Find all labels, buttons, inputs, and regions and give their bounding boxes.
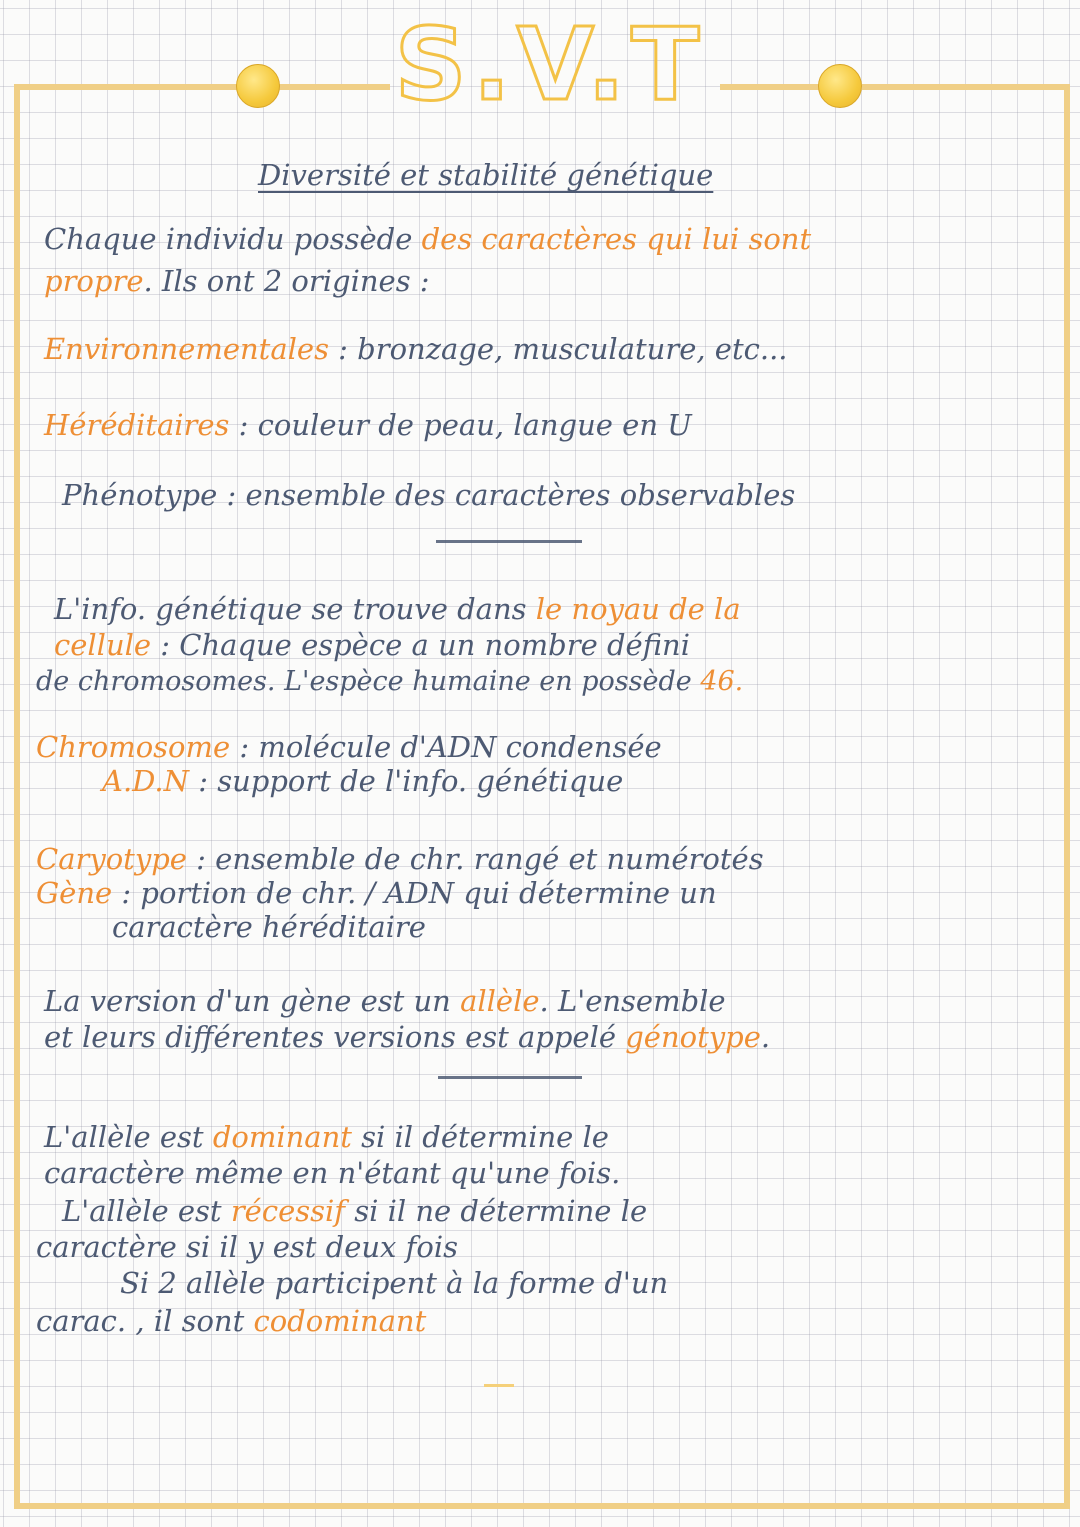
info-line-3 (36, 666, 743, 697)
frame-top-mid-right (720, 84, 820, 90)
caryotype-line (36, 842, 764, 876)
dominant-line-1 (44, 1120, 609, 1154)
her-line (44, 408, 692, 442)
phenotype-line: Phénotype : ensemble des caractères observables (62, 478, 796, 512)
env-text: : bronzage, musculature, etc... (328, 332, 788, 366)
intro-line-2 (44, 264, 430, 298)
subtitle: Diversité et stabilité génétique (258, 158, 714, 192)
count-highlight: 46. (700, 666, 744, 697)
binder-hole-left (236, 64, 280, 108)
caryotype-text: : ensemble de chr. rangé et numérotés (186, 842, 764, 876)
espece-text: : Chaque espèce a un nombre défini (151, 628, 690, 662)
chromosome-text: : molécule d'ADN condensée (230, 730, 662, 764)
her-text: : couleur de peau, langue en U (229, 408, 692, 442)
recessive-highlight: récessif (230, 1194, 346, 1228)
separator-2 (438, 1076, 582, 1079)
allele-highlight: allèle (460, 984, 540, 1018)
codominant-line-1: Si 2 allèle participent à la forme d'un (120, 1266, 669, 1300)
page-title: S.V.T (394, 6, 706, 123)
intro-highlight: des caractères qui lui sont (421, 222, 812, 256)
env-line (44, 332, 788, 366)
codominant-intro: carac. , il sont (36, 1304, 254, 1338)
frame-top-left (14, 84, 250, 90)
recessive-intro: L'allèle est (62, 1194, 231, 1228)
cellule-highlight: cellule (54, 628, 152, 662)
recessive-line-2: caractère si il y est deux fois (36, 1230, 458, 1264)
recessive-text: si il ne détermine le (345, 1194, 648, 1228)
version-text: La version d'un gène est un (44, 984, 461, 1018)
env-label: Environnementales (44, 332, 329, 366)
ensemble-text: . L'ensemble (539, 984, 726, 1018)
chromosomes-text: de chromosomes. L'espèce humaine en possède (36, 666, 701, 697)
period-text: . (760, 1020, 771, 1054)
intro-text: Chaque individu possède (44, 222, 422, 256)
genotype-highlight: génotype (625, 1020, 761, 1054)
gene-text: : portion de chr. / ADN qui détermine un (112, 876, 717, 910)
versions-text: et leurs différentes versions est appelé (44, 1020, 626, 1054)
adn-text: : support de l'info. génétique (188, 764, 624, 798)
recessive-line-1 (62, 1194, 647, 1228)
adn-label: A.D.N (102, 764, 189, 798)
gene-label: Gène (36, 876, 113, 910)
chromosome-label: Chromosome (36, 730, 231, 764)
dominant-text: si il détermine le (351, 1120, 609, 1154)
gene-line (36, 876, 717, 910)
separator-1 (436, 540, 582, 543)
gene-line-cont: caractère héréditaire (112, 910, 426, 944)
dominant-intro: L'allèle est (44, 1120, 213, 1154)
chromosome-line (36, 730, 662, 764)
dominant-highlight: dominant (212, 1120, 352, 1154)
allele-line-1 (44, 984, 726, 1018)
binder-hole-right (818, 64, 862, 108)
frame-top-right (862, 84, 1070, 90)
info-text: L'info. génétique se trouve dans (54, 592, 536, 626)
intro-line-1 (44, 222, 811, 256)
allele-line-2 (44, 1020, 770, 1054)
adn-line (102, 764, 623, 798)
dominant-line-2: caractère même en n'étant qu'une fois. (44, 1156, 621, 1190)
her-label: Héréditaires (44, 408, 230, 442)
noyau-highlight: le noyau de la (535, 592, 741, 626)
caryotype-label: Caryotype (36, 842, 187, 876)
info-line-2 (54, 628, 690, 662)
separator-3 (484, 1384, 514, 1387)
codominant-highlight: codominant (253, 1304, 427, 1338)
info-line-1 (54, 592, 741, 626)
propre-highlight: propre (44, 264, 144, 298)
codominant-line-2 (36, 1304, 426, 1338)
origines-text: . Ils ont 2 origines : (143, 264, 430, 298)
